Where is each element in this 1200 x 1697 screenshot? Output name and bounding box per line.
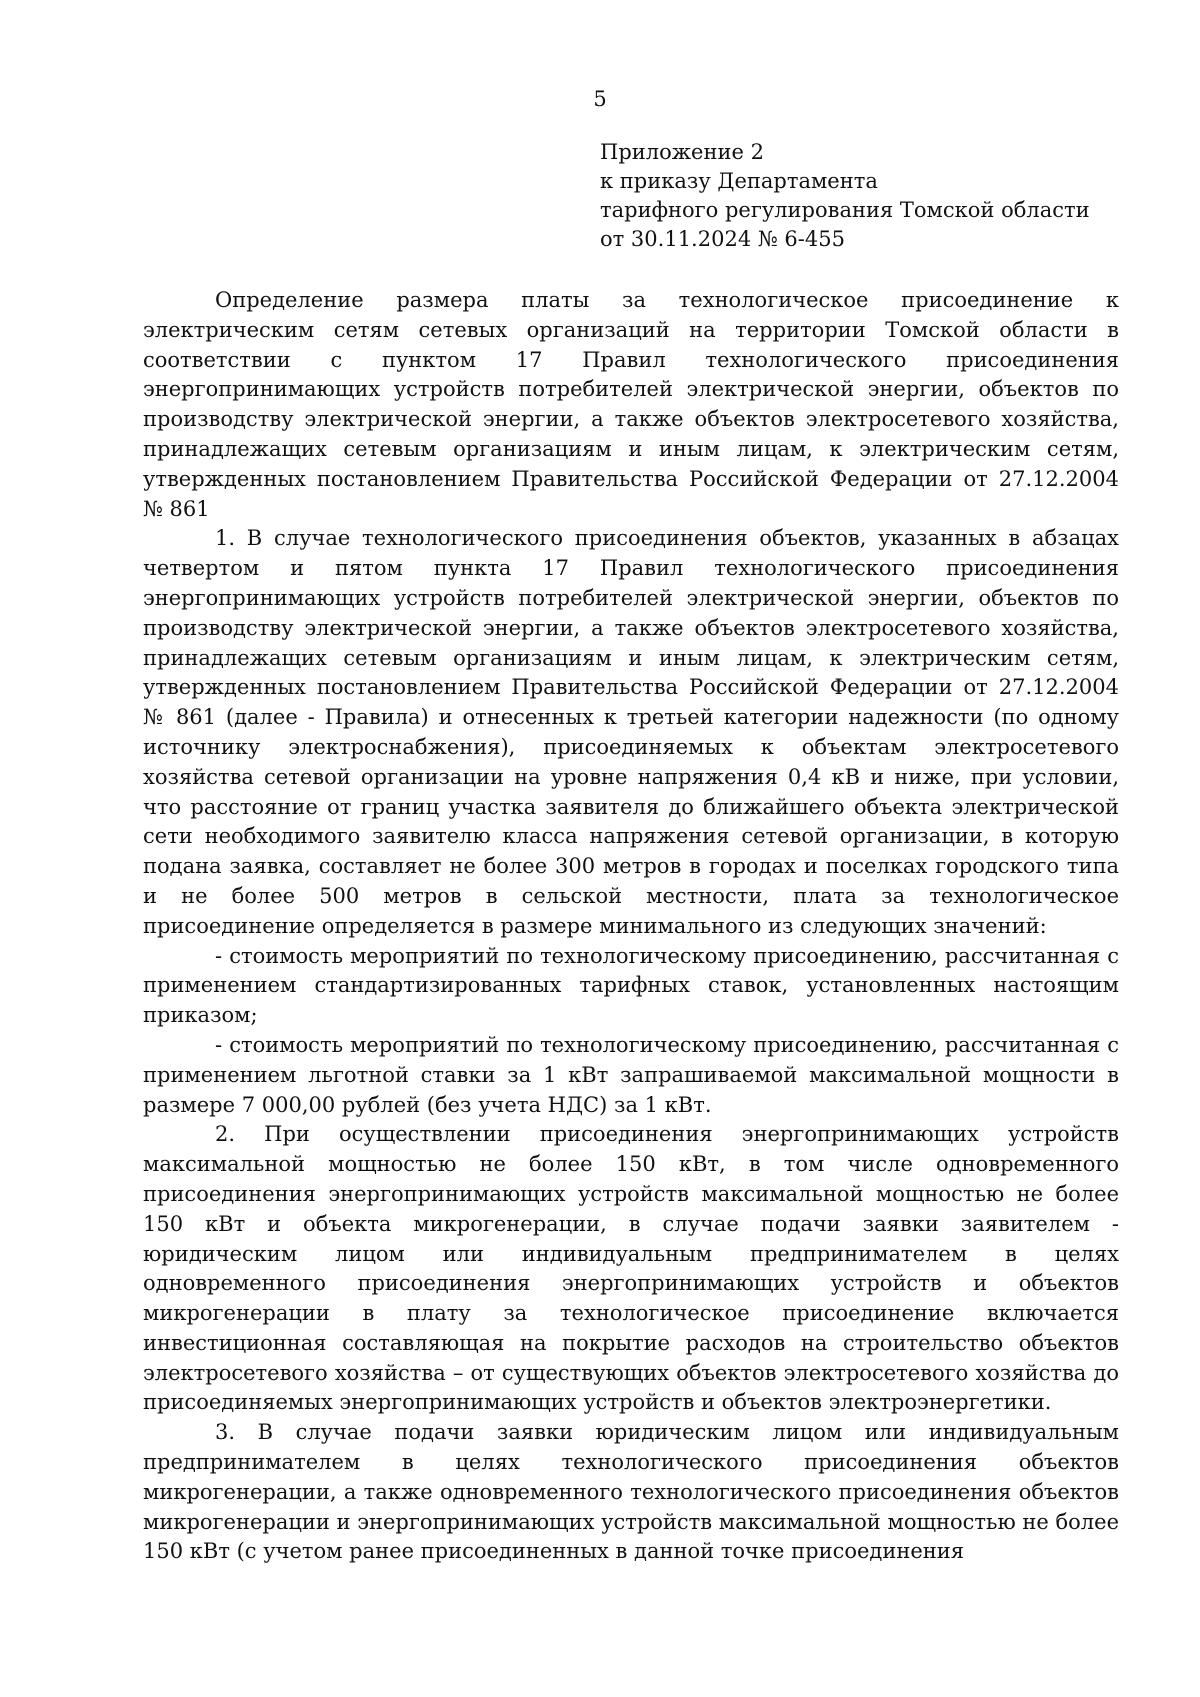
appendix-line: от 30.11.2024 № 6-455 [600,227,845,251]
appendix-header [600,138,1160,254]
clause-1-paragraph: 1. В случае технологического присоединения объектов, указанных в абзацах четвертом и пятом пункта 17 Правил технологического присоединения энергопринимающих устройств потребителей электрической энергии, объектов по производству электрической энергии, а также объектов электросетевого хозяйства, принадлежащих сетевым организациям и иным лицам, к электрическим сетям, утвержденных постановлением Правительства Российской Федерации от 27.12.2004 № 861 (далее - Правила) и отнесенных к третьей категории надежности (по одному источнику электроснабжения), присоединяемых к объектам электросетевого хозяйства сетевой организации на уровне напряжения 0,4 кВ и ниже, при условии, что расстояние от границ участка заявителя до ближайшего объекта электрической сети необходимого заявителю класса напряжения сетевой организации, в которую подана заявка, составляет не более 300 метров в городах и поселках городского типа и не более 500 метров в сельской местности, плата за технологическое присоединение определяется в размере минимального из следующих значений: [143,526,1119,938]
appendix-line: тарифного регулирования Томской области [600,198,1090,222]
page-number: 5 [593,87,607,111]
clause-3-paragraph: 3. В случае подачи заявки юридическим лицом или индивидуальным предпринимателем в целях технологического присоединения объектов микрогенерации, а также одновременного технологического присоединения объектов микрогенерации и энергопринимающих устройств максимальной мощностью не более 150 кВт (с учетом ранее присоединенных в данной точке присоединения [143,1420,1119,1564]
title-paragraph: Определение размера платы за технологическое присоединение к электрическим сетям сетевых организаций на территории Томской области в соответствии с пунктом 17 Правил технологического присоединения энергопринимающих устройств потребителей электрической энергии, объектов по производству электрической энергии, а также объектов электросетевого хозяйства, принадлежащих сетевым организациям и иным лицам, к электрическим сетям, утвержденных постановлением Правительства Российской Федерации от 27.12.2004 № 861 [143,288,1119,521]
appendix-line: Приложение 2 [600,140,764,164]
bullet-paragraph: - стоимость мероприятий по технологическому присоединению, рассчитанная с применением льготной ставки за 1 кВт запрашиваемой максимальной мощности в размере 7 000,00 рублей (без учета НДС) за 1 кВт. [143,1032,1119,1117]
appendix-line: к приказу Департамента [600,169,878,193]
clause-2-paragraph: 2. При осуществлении присоединения энергопринимающих устройств максимальной мощностью не более 150 кВт, в том числе одновременного присоединения энергопринимающих устройств максимальной мощностью не более 150 кВт и объекта микрогенерации, в случае подачи заявки заявителем - юридическим лицом или индивидуальным предпринимателем в целях одновременного присоединения энергопринимающих устройств и объектов микрогенерации в плату за технологическое присоединение включается инвестиционная составляющая на покрытие расходов на строительство объектов электросетевого хозяйства – от существующих объектов электросетевого хозяйства до присоединяемых энергопринимающих устройств и объектов электроэнергетики. [143,1122,1119,1415]
bullet-paragraph: - стоимость мероприятий по технологическому присоединению, рассчитанная с применением стандартизированных тарифных ставок, установленных настоящим приказом; [143,943,1119,1028]
document-body [143,286,1119,1567]
